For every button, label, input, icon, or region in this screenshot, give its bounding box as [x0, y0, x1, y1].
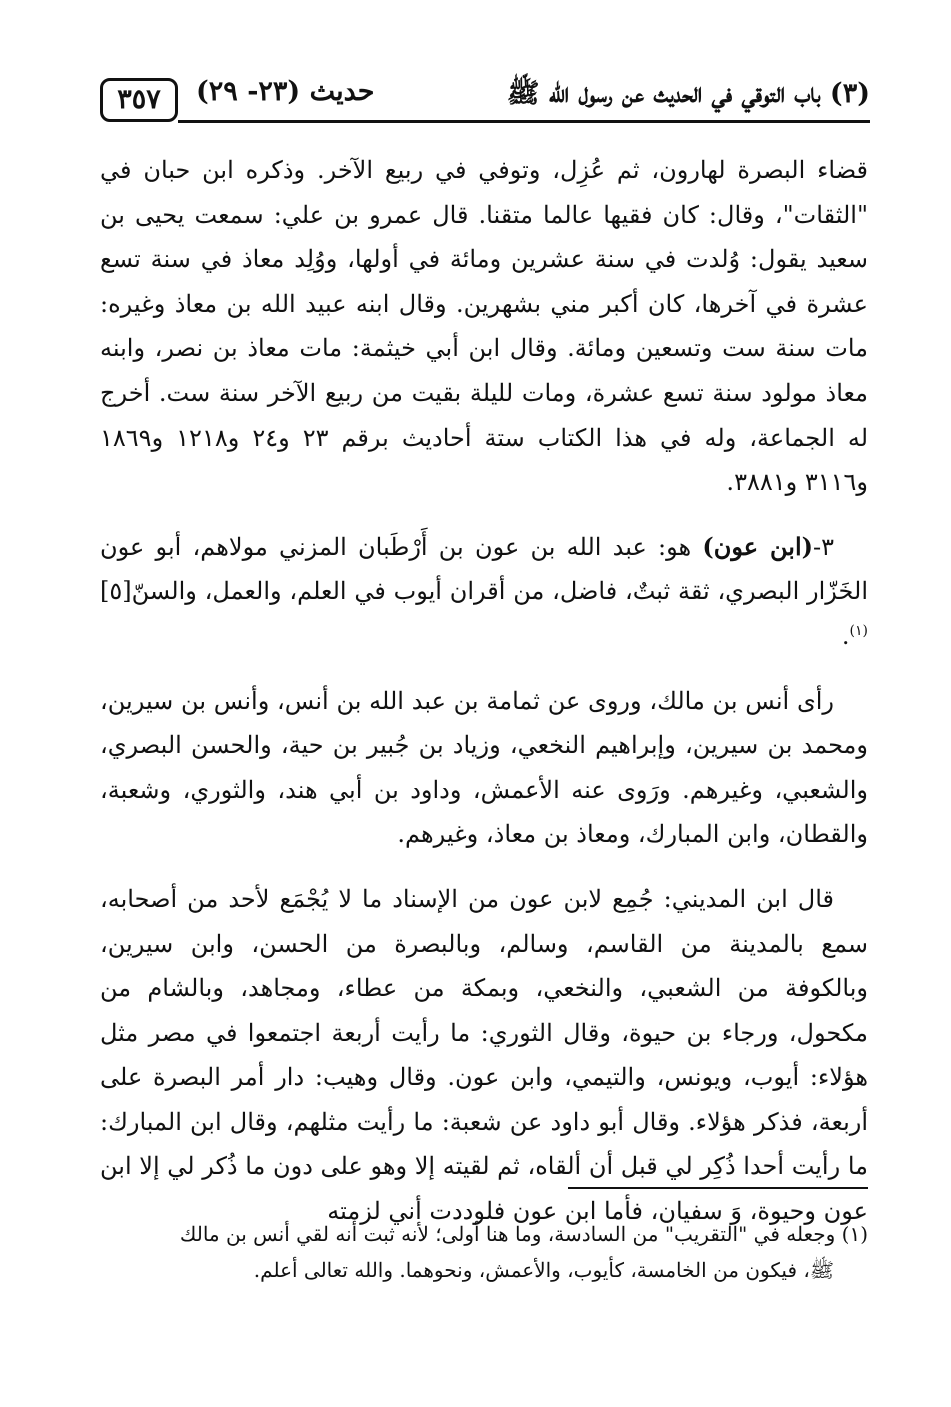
- hadith-range: حديث (٢٣- ٢٩): [196, 76, 375, 107]
- paragraph-continuation: قضاء البصرة لهارون، ثم عُزِل، وتوفي في ربيع الآخر. وذكره ابن حبان في "الثقات"، وقال: كان فقيها عالما متقنا. قال عمرو بن علي: سمعت يحيى بن سعيد يقول: وُلدت في سنة عشرين ومائة في أولها، ووُلِد معاذ في سنة تسع عشرة في آخرها، كان أكبر مني بشهرين. وقال ابنه عبيد الله بن معاذ وغيره: مات سنة ست وتسعين ومائة. وقال ابن أبي خيثمة: مات معاذ بن نصر، وابنه معاذ مولود سنة تسع عشرة، ومات لليلة بقيت من ربيع الآخر سنة ست. أخرج له الجماعة، وله في هذا الكتاب ستة أحاديث برقم ٢٣ و٢٤ و١٢١٨ و١٨٦٩ و٣١١٦ و٣٨٨١.: [100, 156, 869, 497]
- entry-number: ٣-: [813, 532, 834, 561]
- page-header: [100, 70, 870, 126]
- paragraph-teachers-students: رأى أنس بن مالك، وروى عن ثمامة بن عبد الله بن أنس، وأنس بن سيرين، ومحمد بن سيرين، وإبراهيم النخعي، وزياد بن جُبير بن حية، والحسن البصري، والشعبي، وغيرهم. ورَوى عنه الأعمش، وداود بن أبي هند، والثوري، وشعبة، والقطان، وابن المبارك، ومعاذ بن معاذ، وغيرهم.: [100, 686, 869, 849]
- main-text: [100, 148, 868, 1234]
- entry-text: هو: عبد الله بن عون بن أَرْطَبان المزني مولاهم، أبو عون الخَزّار البصري، ثقة ثبتٌ، فاضل، من أقران أيوب في العلم، والعمل، والسنّ[٥]: [100, 532, 868, 606]
- footnote-reference: (١): [849, 622, 868, 639]
- footnote-continuation: ﷺ، فيكون من الخامسة، كأيوب، والأعمش، ونحوهما. والله تعالى أعلم.: [253, 1258, 834, 1282]
- paragraph-ibn-almadini: قال ابن المديني: جُمِع لابن عون من الإسناد ما لا يُجْمَع لأحد من أصحابه، سمع بالمدينة من القاسم، وسالم، وبالبصرة من الحسن، وابن سيرين، وبالكوفة من الشعبي، والنخعي، وبمكة من عطاء، ومجاهد، وبالشام من مكحول، ورجاء بن حيوة، وقال الثوري: ما رأيت أربعة اجتمعوا في مصر مثل هؤلاء: أيوب، ويونس، والتيمي، وابن عون. وقال وهيب: دار أمر البصرة على أربعة، فذكر هؤلاء. وقال أبو داود عن شعبة: ما رأيت مثلهم، وقال ابن المبارك: ما رأيت أحدا ذُكِر لي قبل أن ألقاه، ثم لقيته إلا وهو على دون ما ذُكر لي إلا ابن عون وحيوة، وَ سفيان، فأما ابن عون فلوددت أني لزمته: [100, 884, 868, 1226]
- footnote-line: [100, 1216, 868, 1252]
- footnote-marker: (١): [841, 1222, 868, 1246]
- footnote-text: وجعله في "التقريب" من السادسة، وما هنا أولى؛ لأنه ثبت أنه لقي أنس بن مالك: [179, 1222, 836, 1246]
- entry-end: .: [841, 621, 850, 650]
- footnote-divider: [568, 1187, 868, 1189]
- chapter-title: (٣) باب التوقي في الحديث عن رسول الله ﷺ: [506, 78, 870, 109]
- narrator-name: (ابن عون): [702, 531, 813, 561]
- footnotes: [100, 1216, 868, 1288]
- page-number: ٣٥٧: [100, 78, 178, 122]
- header-divider: [178, 120, 870, 123]
- paragraph-ibn-awn-entry: [100, 525, 868, 659]
